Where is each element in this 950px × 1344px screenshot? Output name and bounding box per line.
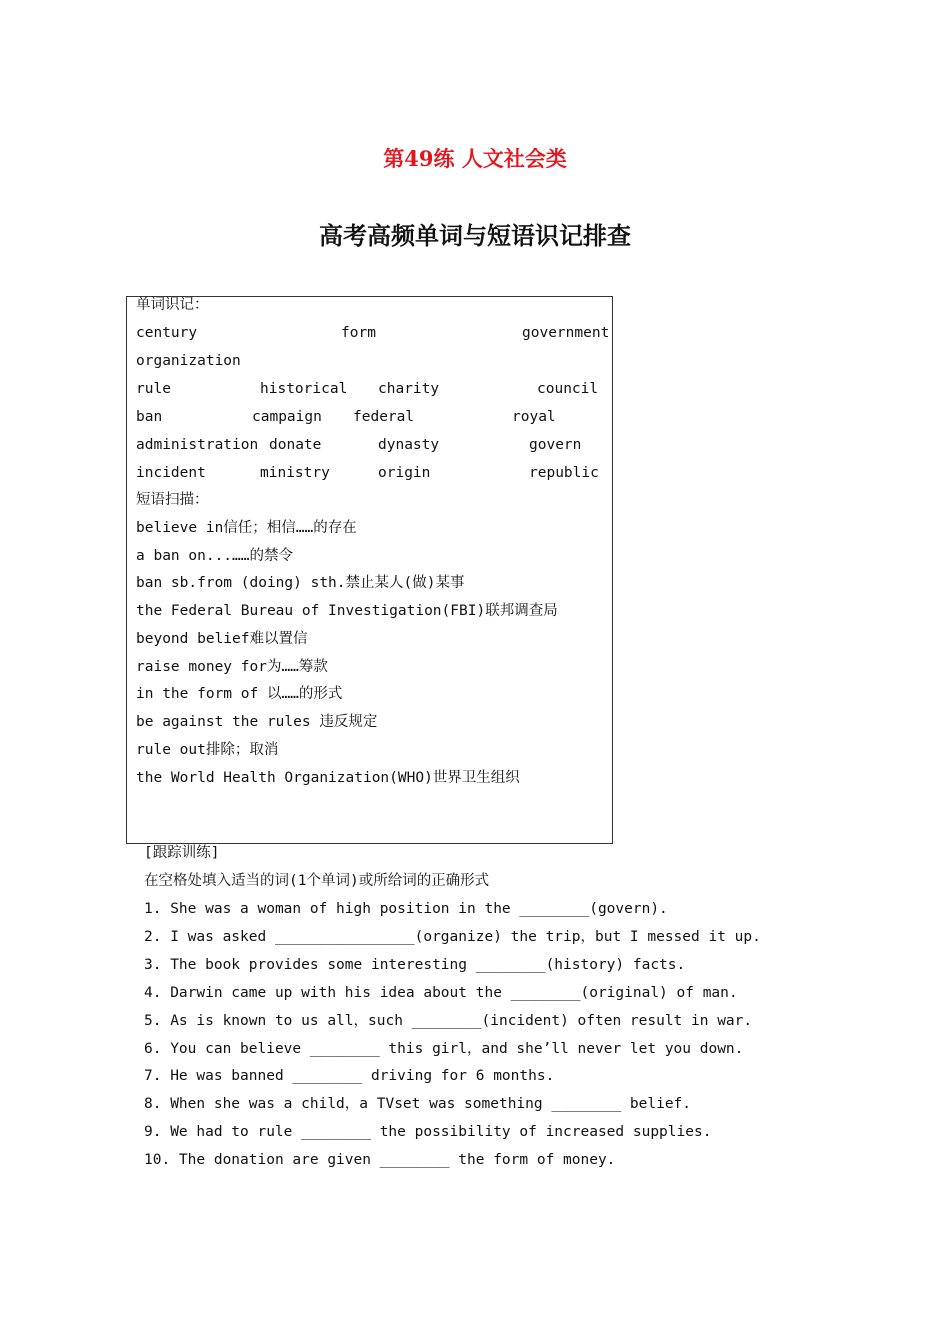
exercise-item: 1. She was a woman of high position in the ________(govern).	[144, 901, 668, 917]
word: govern	[529, 437, 582, 453]
word: charity	[378, 381, 440, 397]
word-row	[136, 379, 616, 399]
word: administration	[136, 437, 259, 453]
exercise-title: 第49练 人文社会类	[383, 146, 567, 171]
word-row	[136, 407, 616, 427]
word: dynasty	[378, 437, 440, 453]
phrase-item: a ban on...……的禁令	[136, 548, 293, 564]
word: campaign	[252, 409, 322, 425]
phrase-item: beyond belief难以置信	[136, 631, 308, 647]
word: royal	[512, 409, 556, 425]
word: historical	[260, 381, 348, 397]
word: organization	[136, 353, 241, 369]
word-row	[136, 435, 616, 455]
exercise-item: 9. We had to rule ________ the possibility of increased supplies.	[144, 1124, 712, 1140]
word: council	[537, 381, 599, 397]
word: ban	[136, 409, 163, 425]
word: government	[522, 325, 610, 341]
phrase-item: the World Health Organization(WHO)世界卫生组织	[136, 770, 520, 786]
exercise-item: 7. He was banned ________ driving for 6 months.	[144, 1068, 555, 1084]
phrase-item: in the form of 以……的形式	[136, 686, 343, 702]
word-row	[136, 463, 616, 483]
phrase-item: raise money for为……筹款	[136, 659, 328, 675]
exercise-item: 6. You can believe ________ this girl，and she’ll never let you down.	[144, 1041, 744, 1057]
word: century	[136, 325, 198, 341]
word: federal	[353, 409, 415, 425]
word: ministry	[260, 465, 330, 481]
exercise-heading: [跟踪训练]	[144, 845, 220, 861]
word: incident	[136, 465, 206, 481]
word: form	[341, 325, 376, 341]
exercise-item: 10. The donation are given ________ the form of money.	[144, 1152, 616, 1168]
exercise-instruction: 在空格处填入适当的词(1个单词)或所给词的正确形式	[144, 873, 490, 889]
exercise-item: 3. The book provides some interesting ________(history) facts.	[144, 957, 686, 973]
word-row	[136, 351, 616, 371]
phrase-item: rule out排除；取消	[136, 742, 279, 758]
word-row	[136, 323, 616, 343]
phrase-item: believe in信任；相信……的存在	[136, 520, 357, 536]
words-heading: 单词识记：	[136, 297, 209, 313]
phrase-item: be against the rules 违反规定	[136, 714, 378, 730]
word: donate	[269, 437, 322, 453]
exercise-item: 2. I was asked ________________(organize) the trip，but I messed it up.	[144, 929, 761, 945]
word: republic	[529, 465, 599, 481]
word: origin	[378, 465, 431, 481]
phrase-item: the Federal Bureau of Investigation(FBI)联邦调查局	[136, 603, 558, 619]
exercise-item: 5. As is known to us all，such ________(incident) often result in war.	[144, 1013, 753, 1029]
exercise-item: 8. When she was a child，a TVset was something ________ belief.	[144, 1096, 692, 1112]
phrases-heading: 短语扫描：	[136, 492, 209, 508]
phrase-item: ban sb.from (doing) sth.禁止某人(做)某事	[136, 575, 465, 591]
word: rule	[136, 381, 171, 397]
section-title: 高考高频单词与短语识记排查	[319, 222, 631, 250]
exercise-item: 4. Darwin came up with his idea about the ________(original) of man.	[144, 985, 738, 1001]
